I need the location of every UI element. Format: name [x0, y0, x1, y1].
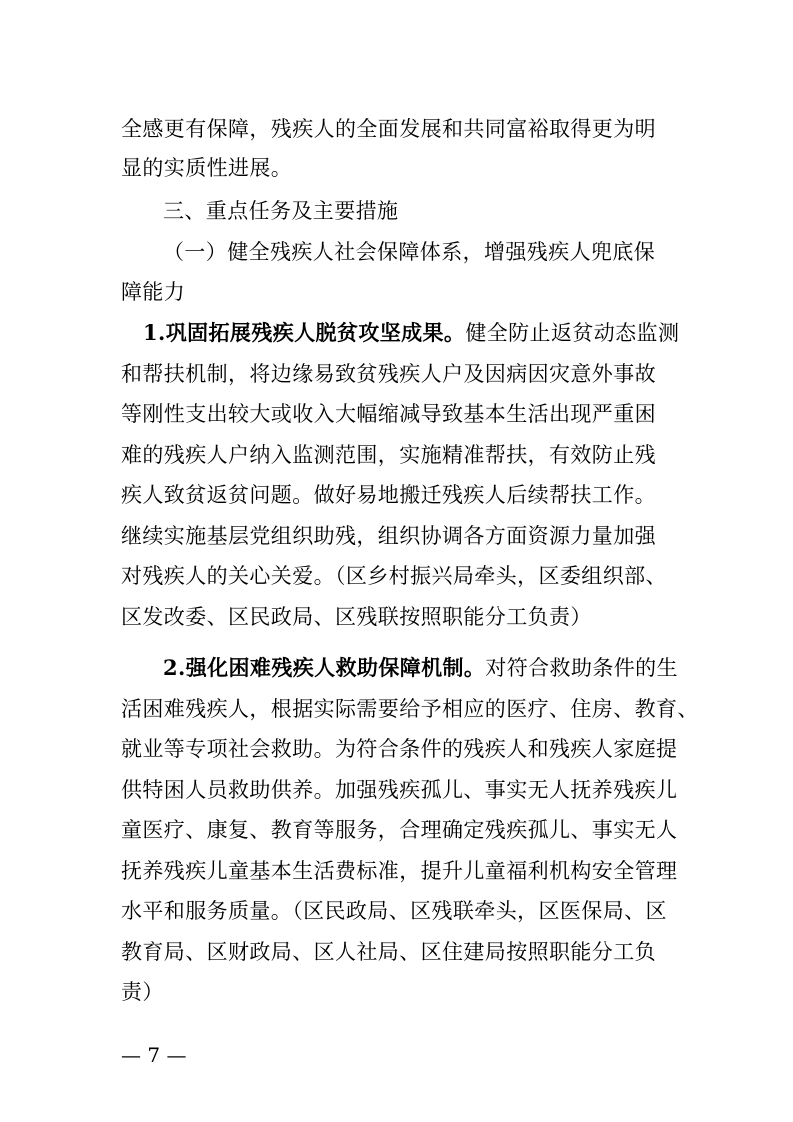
paragraph-line: 全感更有保障，残疾人的全面发展和共同富裕取得更为明	[121, 117, 656, 141]
item2-first-line	[163, 654, 723, 682]
item2-line: 抚养残疾儿童基本生活费标准，提升儿童福利机构安全管理	[121, 859, 678, 883]
item1-first-line-rest: 健全防止返贫动态监测	[465, 321, 680, 345]
item2-first-line-rest: 对符合救助条件的生	[485, 656, 678, 680]
page-number: — 7 —	[121, 1043, 187, 1067]
item1-line: 区发改委、区民政局、区残联按照职能分工负责）	[121, 605, 592, 629]
item2-line: 童医疗、康复、教育等服务，合理确定残疾孤儿、事实无人	[121, 818, 678, 842]
item1-first-line	[143, 319, 703, 347]
item2-line: 就业等专项社会救助。为符合条件的残疾人和残疾人家庭提	[121, 737, 678, 761]
item1-line: 等刚性支出较大或收入大幅缩减导致基本生活出现严重困	[121, 402, 656, 426]
subsection-heading-continued: 障能力	[121, 280, 186, 304]
item2-line: 活困难残疾人，根据实际需要给予相应的医疗、住房、教育、	[121, 697, 699, 721]
item1-heading: 巩固拓展残疾人脱贫攻坚成果。	[165, 321, 466, 345]
item2-line: 水平和服务质量。（区民政局、区残联牵头，区医保局、区	[121, 899, 667, 923]
item2-line: 教育局、区财政局、区人社局、区住建局按照职能分工负	[121, 940, 656, 964]
item1-line: 疾人致贫返贫问题。做好易地搬迁残疾人后续帮扶工作。	[121, 483, 656, 507]
section-heading: 三、重点任务及主要措施	[163, 199, 399, 223]
paragraph-line: 显的实质性进展。	[121, 156, 293, 180]
item2-number: 2.	[163, 655, 186, 680]
item2-heading: 强化困难残疾人救助保障机制。	[185, 656, 486, 680]
item1-line: 对残疾人的关心关爱。（区乡村振兴局牵头，区委组织部、	[121, 564, 667, 588]
item1-line: 继续实施基层党组织助残，组织协调各方面资源力量加强	[121, 524, 656, 548]
subsection-heading: （一）健全残疾人社会保障体系，增强残疾人兜底保	[163, 240, 656, 264]
item1-number: 1.	[143, 320, 166, 345]
item2-line: 责）	[121, 980, 164, 1004]
item2-line: 供特困人员救助供养。加强残疾孤儿、事实无人抚养残疾儿	[121, 778, 678, 802]
item1-line: 和帮扶机制，将边缘易致贫残疾人户及因病因灾意外事故	[121, 362, 656, 386]
item1-line: 难的残疾人户纳入监测范围，实施精准帮扶，有效防止残	[121, 443, 656, 467]
